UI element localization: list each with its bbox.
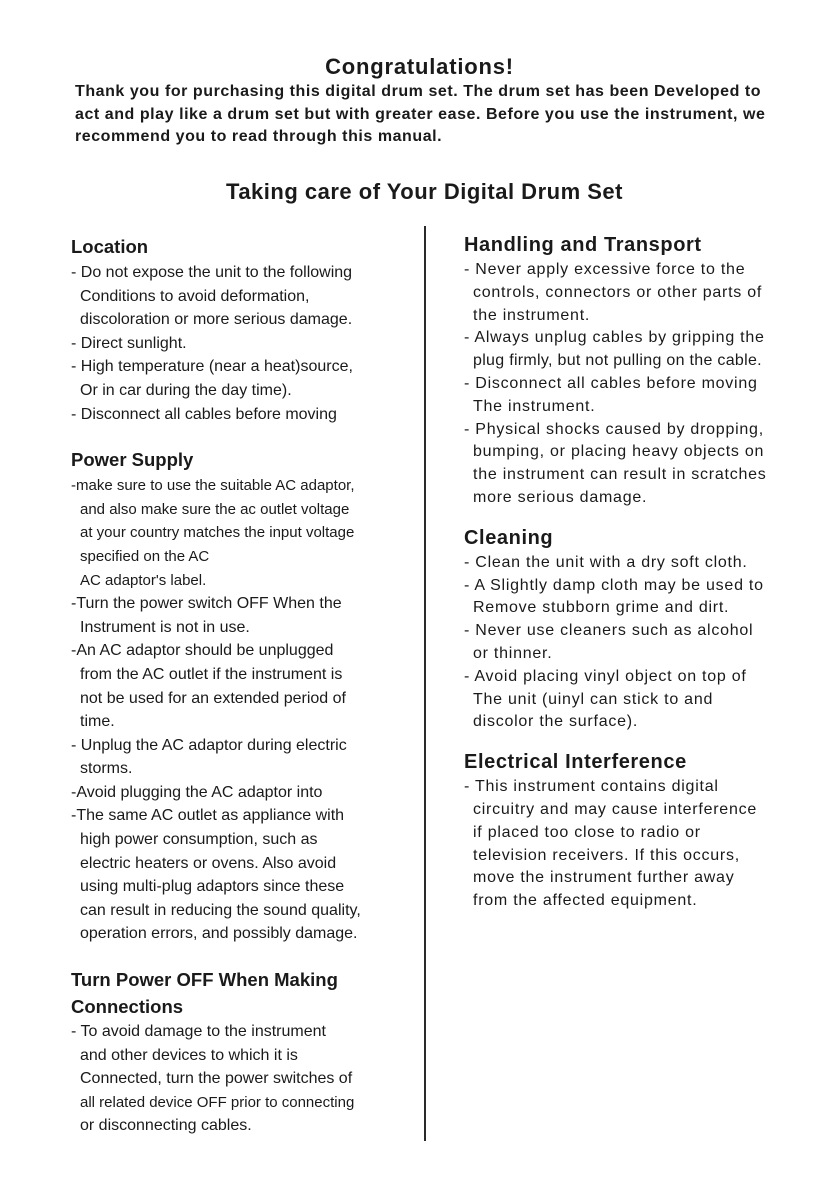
electrical-line: move the instrument further away: [473, 869, 735, 887]
power-off-line: Connected, turn the power switches of: [80, 1070, 353, 1088]
power-off-heading: Connections: [71, 996, 184, 1018]
location-line: Or in car during the day time).: [80, 381, 292, 399]
power-supply-line: time.: [80, 713, 115, 731]
location-line: - Do not expose the unit to the following: [71, 264, 353, 281]
left-column: [71, 233, 411, 1138]
power-supply-line: storms.: [80, 760, 133, 778]
power-supply-line: using multi-plug adaptors since these: [80, 878, 345, 896]
electrical-heading: Electrical Interference: [464, 751, 687, 774]
handling-line: - Never apply excessive force to the: [464, 261, 746, 278]
electrical-line: from the affected equipment.: [473, 892, 698, 910]
handling-line: bumping, or placing heavy objects on: [473, 443, 765, 461]
intro-line: recommend you to read through this manual.: [75, 128, 443, 146]
column-divider: [424, 226, 426, 1141]
handling-line: - Physical shocks caused by dropping,: [464, 420, 764, 438]
location-line: - Disconnect all cables before moving: [71, 405, 337, 423]
cleaning-line: The unit (uinyl can stick to and: [473, 690, 714, 708]
power-supply-line: and also make sure the ac outlet voltage: [80, 500, 350, 518]
power-supply-line: -Turn the power switch OFF When the: [71, 595, 342, 613]
intro-paragraph: [75, 81, 815, 149]
power-supply-line: operation errors, and possibly damage.: [80, 925, 358, 943]
handling-heading: Handling and Transport: [464, 234, 702, 256]
power-off-line: or disconnecting cables.: [80, 1117, 252, 1135]
power-off-heading: Turn Power OFF When Making: [71, 969, 338, 991]
power-supply-heading: Power Supply: [71, 449, 194, 471]
handling-line: plug firmly, but not pulling on the cable.: [473, 352, 762, 370]
power-supply-line: AC adaptor's label.: [80, 571, 207, 589]
power-supply-line: -The same AC outlet as appliance with: [71, 807, 345, 825]
intro-line: Thank you for purchasing this digital drum set. The drum set has been Developed to: [75, 83, 762, 100]
location-line: discoloration or more serious damage.: [80, 311, 353, 329]
right-column: [464, 231, 809, 913]
intro-line: act and play like a drum set but with greater ease. Before you use the instrument, we: [75, 105, 766, 123]
power-supply-line: electric heaters or ovens. Also avoid: [80, 854, 337, 872]
power-supply-line: - Unplug the AC adaptor during electric: [71, 736, 347, 754]
handling-line: more serious damage.: [473, 488, 648, 506]
cleaning-line: discolor the surface).: [473, 713, 639, 731]
electrical-line: if placed too close to radio or: [473, 823, 701, 841]
handling-line: the instrument.: [473, 306, 591, 324]
power-off-line: all related device OFF prior to connecting: [80, 1093, 355, 1111]
handling-line: The instrument.: [473, 397, 596, 415]
electrical-line: circuitry and may cause interference: [473, 800, 757, 818]
power-supply-line: -An AC adaptor should be unplugged: [71, 642, 334, 660]
location-line: - Direct sunlight.: [71, 334, 187, 352]
handling-line: - Always unplug cables by gripping the: [464, 329, 765, 347]
section-title: Taking care of Your Digital Drum Set: [226, 179, 623, 204]
power-off-line: - To avoid damage to the instrument: [71, 1023, 326, 1041]
power-supply-line: high power consumption, such as: [80, 831, 318, 849]
power-supply-line: specified on the AC: [80, 547, 210, 565]
power-supply-line: -Avoid plugging the AC adaptor into: [71, 783, 323, 801]
power-supply-line: can result in reducing the sound quality,: [80, 901, 361, 919]
power-supply-line: not be used for an extended period of: [80, 689, 346, 707]
page-title: Congratulations!: [325, 54, 514, 79]
cleaning-line: or thinner.: [473, 644, 553, 662]
location-line: - High temperature (near a heat)source,: [71, 358, 353, 376]
power-supply-line: -make sure to use the suitable AC adaptor,: [71, 477, 355, 495]
electrical-line: television receivers. If this occurs,: [473, 846, 740, 864]
handling-line: the instrument can result in scratches: [473, 466, 767, 484]
power-off-line: and other devices to which it is: [80, 1046, 298, 1064]
handling-line: - Disconnect all cables before moving: [464, 374, 758, 392]
cleaning-line: - Clean the unit with a dry soft cloth.: [464, 553, 748, 571]
electrical-line: - This instrument contains digital: [464, 778, 719, 796]
power-supply-line: Instrument is not in use.: [80, 618, 250, 636]
cleaning-line: - Avoid placing vinyl object on top of: [464, 667, 747, 685]
cleaning-heading: Cleaning: [464, 526, 554, 549]
handling-line: controls, connectors or other parts of: [473, 283, 763, 301]
cleaning-line: Remove stubborn grime and dirt.: [473, 599, 730, 617]
power-supply-line: from the AC outlet if the instrument is: [80, 665, 343, 683]
location-line: Conditions to avoid deformation,: [80, 287, 310, 305]
power-supply-line: at your country matches the input voltage: [80, 524, 355, 542]
location-heading: Location: [71, 236, 149, 257]
cleaning-line: - A Slightly damp cloth may be used to: [464, 576, 764, 594]
cleaning-line: - Never use cleaners such as alcohol: [464, 622, 754, 640]
